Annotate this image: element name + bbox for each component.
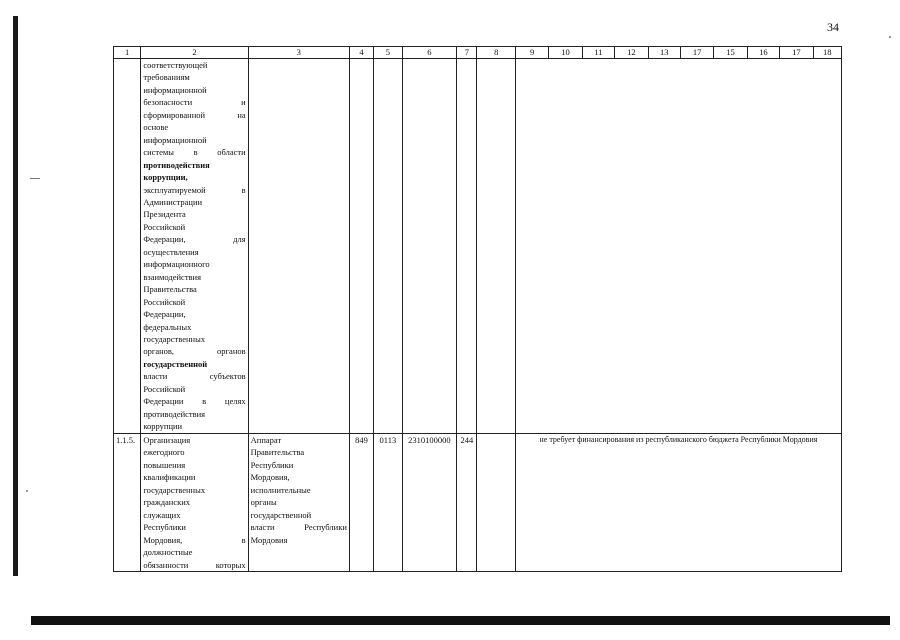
code-cell: 2310100000: [402, 434, 457, 572]
scan-bottom-bar: [31, 616, 890, 625]
text-line: взаимодействия: [143, 271, 202, 282]
text-line: информационной: [143, 84, 207, 95]
funding-cell: [515, 59, 841, 434]
scan-edge-bar: [13, 16, 18, 576]
code-cell: [349, 59, 373, 434]
text-line: органов, органов: [143, 346, 246, 357]
text-line: Мордовия: [250, 534, 288, 545]
column-header: 11: [582, 47, 614, 59]
column-header: 2: [141, 47, 248, 59]
text-line: Республики: [143, 522, 186, 533]
text-line: безопасности и: [143, 97, 246, 108]
executor-cell: [248, 434, 349, 572]
text-line: Администрации: [143, 196, 203, 207]
text-line: информационного: [143, 259, 210, 270]
description-cell: [141, 434, 248, 572]
text-line: осуществления: [143, 246, 199, 257]
text-line: основе: [143, 122, 169, 133]
text-line: органы: [250, 497, 277, 508]
code-cell: [402, 59, 457, 434]
header-row: [114, 47, 842, 59]
table-row: [114, 434, 842, 572]
column-header: 16: [747, 47, 779, 59]
column-header: 5: [374, 47, 402, 59]
text-line: Мордовия,: [250, 472, 290, 483]
scan-dot: [889, 36, 891, 38]
text-line: Федерации в целях: [143, 396, 246, 407]
text-line: обязанности которых: [143, 559, 246, 570]
text-line: власти субъектов: [143, 371, 246, 382]
page-number: 34: [827, 20, 839, 34]
text-line: гражданских: [143, 497, 191, 508]
column-header: 9: [515, 47, 548, 59]
code-cell: [374, 59, 402, 434]
column-header: 13: [648, 47, 680, 59]
column-header: 6: [402, 47, 457, 59]
column-header: 1: [114, 47, 141, 59]
text-line: квалификации: [143, 472, 196, 483]
column-header: 4: [349, 47, 373, 59]
column-header: 10: [549, 47, 582, 59]
funding-note: не требует финансирования из республиканского бюджета Республики Мордовия: [515, 434, 841, 572]
scan-mark: [30, 178, 40, 179]
column-header: 8: [477, 47, 515, 59]
text-line: сформированной на: [143, 109, 246, 120]
code-cell: 849: [349, 434, 373, 572]
text-line: повышения: [143, 459, 186, 470]
code-cell: 244: [457, 434, 477, 572]
text-line: Правительства: [143, 284, 197, 295]
column-header: 17: [680, 47, 713, 59]
text-line: должностные: [143, 547, 193, 558]
column-header: 15: [714, 47, 747, 59]
text-line: информационной: [143, 134, 207, 145]
column-header: 3: [248, 47, 349, 59]
scan-dot: [26, 490, 28, 492]
text-line: власти Республики: [250, 522, 347, 533]
text-line: Российской: [143, 221, 186, 232]
text-line: ежегодного: [143, 447, 185, 458]
table-row: [114, 59, 842, 434]
text-line: Правительства: [250, 447, 305, 458]
executor-cell: [248, 59, 349, 434]
code-cell: [477, 59, 515, 434]
text-line: противодействия: [143, 159, 210, 170]
text-line: федеральных: [143, 321, 192, 332]
code-cell: 0113: [374, 434, 402, 572]
row-number-cell: 1.1.5.: [114, 434, 141, 572]
text-line: эксплуатируемой в: [143, 184, 246, 195]
column-header: 18: [813, 47, 841, 59]
text-line: государственных: [143, 333, 206, 344]
text-line: государственной: [143, 358, 208, 369]
text-line: системы в области: [143, 147, 246, 158]
text-line: коррупции: [143, 421, 183, 432]
text-line: Федерации, для: [143, 234, 246, 245]
text-line: государственной: [250, 509, 312, 520]
text-line: Республики: [250, 459, 294, 470]
description-cell: [141, 59, 248, 434]
text-line: служащих: [143, 509, 181, 520]
text-line: Российской: [143, 296, 186, 307]
text-line: государственных: [143, 484, 206, 495]
text-line: Российской: [143, 383, 186, 394]
text-line: Аппарат: [250, 435, 282, 445]
text-line: требованиям: [143, 72, 190, 83]
text-line: Организация: [143, 435, 191, 445]
text-line: Федерации,: [143, 309, 186, 320]
budget-table: [113, 46, 842, 572]
text-line: противодействия: [143, 408, 206, 419]
code-cell: [457, 59, 477, 434]
text-line: исполнительные: [250, 484, 311, 495]
column-header: 12: [615, 47, 648, 59]
text-line: коррупции,: [143, 172, 188, 183]
row-number-cell: [114, 59, 141, 434]
column-header: 17: [780, 47, 813, 59]
text-line: Президента: [143, 209, 186, 220]
code-cell: [477, 434, 515, 572]
text-line: соответствующей: [143, 60, 208, 70]
text-line: Мордовия, в: [143, 534, 246, 545]
column-header: 7: [457, 47, 477, 59]
